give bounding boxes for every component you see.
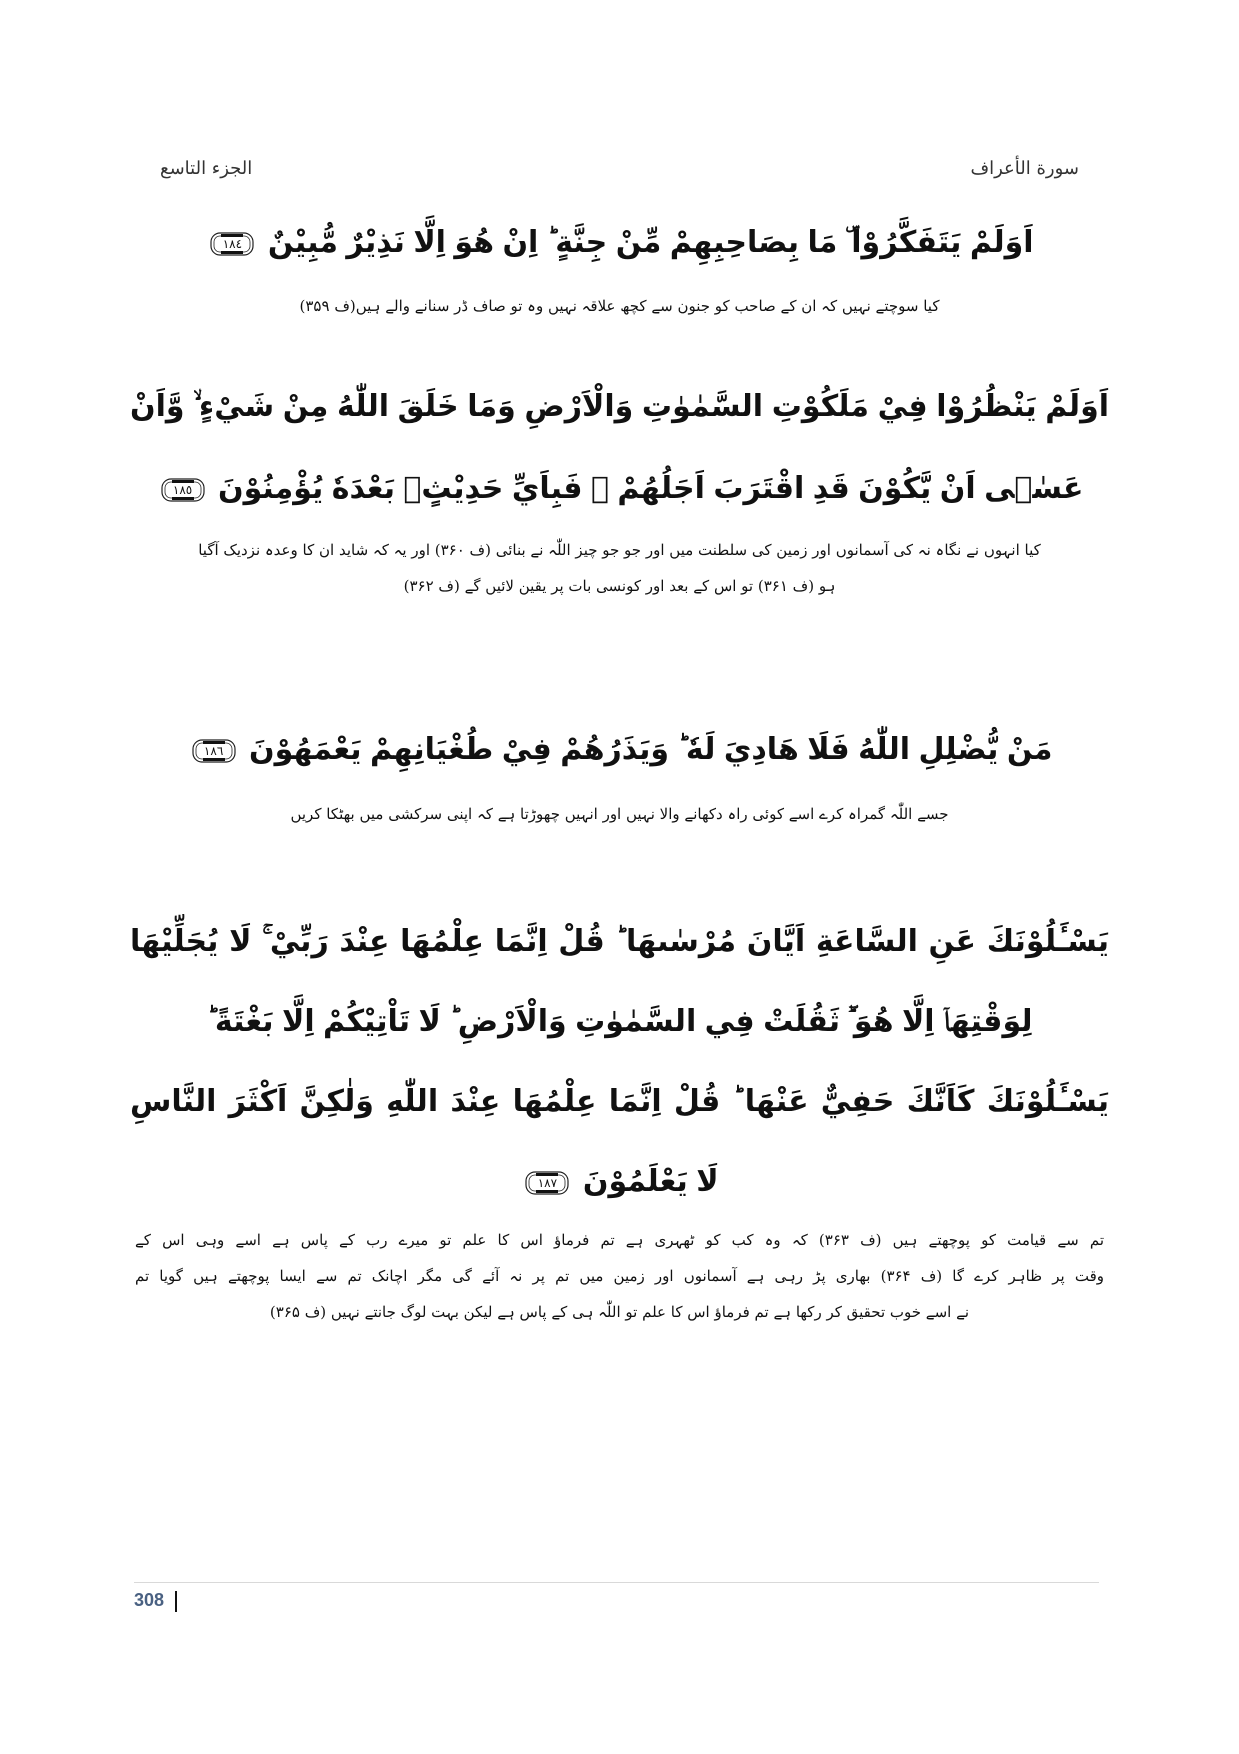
translation-text	[135, 1222, 1104, 1330]
ayah-line: مَنْ يُّضْلِلِ اللّٰهُ فَلَا هَادِيَ لَهٗ ؕ وَيَذَرُهُمْ فِيْ طُغْيَانِهِمْ يَعْمَهُوْنَ	[249, 732, 1053, 767]
translation-text: جسے اللّٰہ گمراہ کرے اسے کوئی راہ دکھانے والا نہیں اور انہیں چھوڑتا ہے کہ اپنی سرکشی میں بھٹکا کریں	[290, 805, 949, 823]
juz-header: الجزء التاسع	[160, 158, 253, 179]
ayah-text	[130, 206, 1109, 280]
translation-line: ہو (ف ۳۶۱) تو اس کے بعد اور کونسی بات پر یقین لائیں گے (ف ۳۶۲)	[403, 577, 836, 595]
surah-header: سورة الأعراف	[970, 158, 1079, 179]
ayah-number-marker	[524, 1170, 570, 1196]
ayah-line: اَوَلَمْ يَتَفَكَّرُوْا ۜ مَا بِصَاحِبِهِمْ مِّنْ جِنَّةٍ ؕ اِنْ هُوَ اِلَّا نَذِيْرٌ مُّبِيْنٌ	[267, 225, 1034, 260]
ayah-number: ١٨٧	[537, 1175, 558, 1190]
page-number: 308	[134, 1590, 165, 1610]
page-number-separator	[175, 1591, 177, 1612]
translation-line: وقت پر ظاہر کرے گا (ف ۳۶۴) بھاری پڑ رہی ہے آسمانوں اور زمین میں تم پر نہ آئے گی مگر اچانک تم سے ایسا پوچھتے ہیں گویا تم	[135, 1267, 1104, 1285]
ayah-number: ١٨٦	[203, 743, 224, 758]
ayah-number: ١٨٤	[222, 236, 243, 251]
ayah-line: يَسْـَٔلُوْنَكَ عَنِ السَّاعَةِ اَيَّانَ مُرْسٰىهَا ؕ قُلْ اِنَّمَا عِلْمُهَا عِنْدَ رَبِّيْ ۚ لَا يُجَلِّيْهَا	[130, 924, 1109, 959]
ayah-text	[130, 713, 1109, 787]
ayah-number-marker	[160, 477, 206, 503]
ayah-line: يَسْـَٔلُوْنَكَ كَاَنَّكَ حَفِيٌّ عَنْهَا ؕ قُلْ اِنَّمَا عِلْمُهَا عِنْدَ اللّٰهِ وَلٰكِنَّ اَكْثَرَ النَّاسِ	[130, 1084, 1109, 1119]
ayah-text	[130, 452, 1109, 526]
translation-text	[150, 532, 1089, 604]
ayah-number: ١٨٥	[172, 482, 193, 497]
ayah-line: اَوَلَمْ يَنْظُرُوْا فِيْ مَلَكُوْتِ السَّمٰوٰتِ وَالْاَرْضِ وَمَا خَلَقَ اللّٰهُ مِنْ شَيْءٍ ۙ وَّاَنْ	[130, 389, 1109, 424]
translation-line: تم سے قیامت کو پوچھتے ہیں (ف ۳۶۳) کہ وہ کب کو ٹھہری ہے تم فرماؤ اس کا علم تو میرے رب کے پاس ہے اسے وہی اس کے	[135, 1231, 1105, 1249]
translation-line: نے اسے خوب تحقیق کر رکھا ہے تم فرماؤ اس کا علم تو اللّٰہ ہی کے پاس ہے لیکن بہت لوگ جانتے نہیں (ف ۳۶۵)	[269, 1303, 970, 1321]
footer-divider	[134, 1582, 1099, 1583]
translation-line: کیا انہوں نے نگاہ نہ کی آسمانوں اور زمین کی سلطنت میں اور جو جو چیز اللّٰہ نے بنائی (ف ۳۶۰) اور یہ کہ شاید ان کا وعدہ نزدیک آگیا	[198, 541, 1041, 559]
ayah-line: لِوَقْتِهَاۤ اِلَّا هُوَ ؔؕ ثَقُلَتْ فِي السَّمٰوٰتِ وَالْاَرْضِ ؕ لَا تَاْتِيْكُمْ اِلَّا بَغْتَةً ؕ	[206, 1004, 1033, 1039]
translation-text: کیا سوچتے نہیں کہ ان کے صاحب کو جنون سے کچھ علاقہ نہیں وہ تو صاف ڈر سنانے والے ہیں(ف ۳۵۹)	[299, 297, 940, 315]
ayah-line: عَسٰۤى اَنْ يَّكُوْنَ قَدِ اقْتَرَبَ اَجَلُهُمْ ۚ فَبِاَيِّ حَدِيْثٍۭ بَعْدَهٗ يُؤْمِنُوْنَ	[218, 471, 1084, 506]
ayah-number-marker	[191, 738, 237, 764]
ayah-line: لَا يَعْلَمُوْنَ	[582, 1164, 719, 1199]
ayah-number-marker	[209, 231, 255, 257]
ayah-text	[130, 1145, 1109, 1219]
